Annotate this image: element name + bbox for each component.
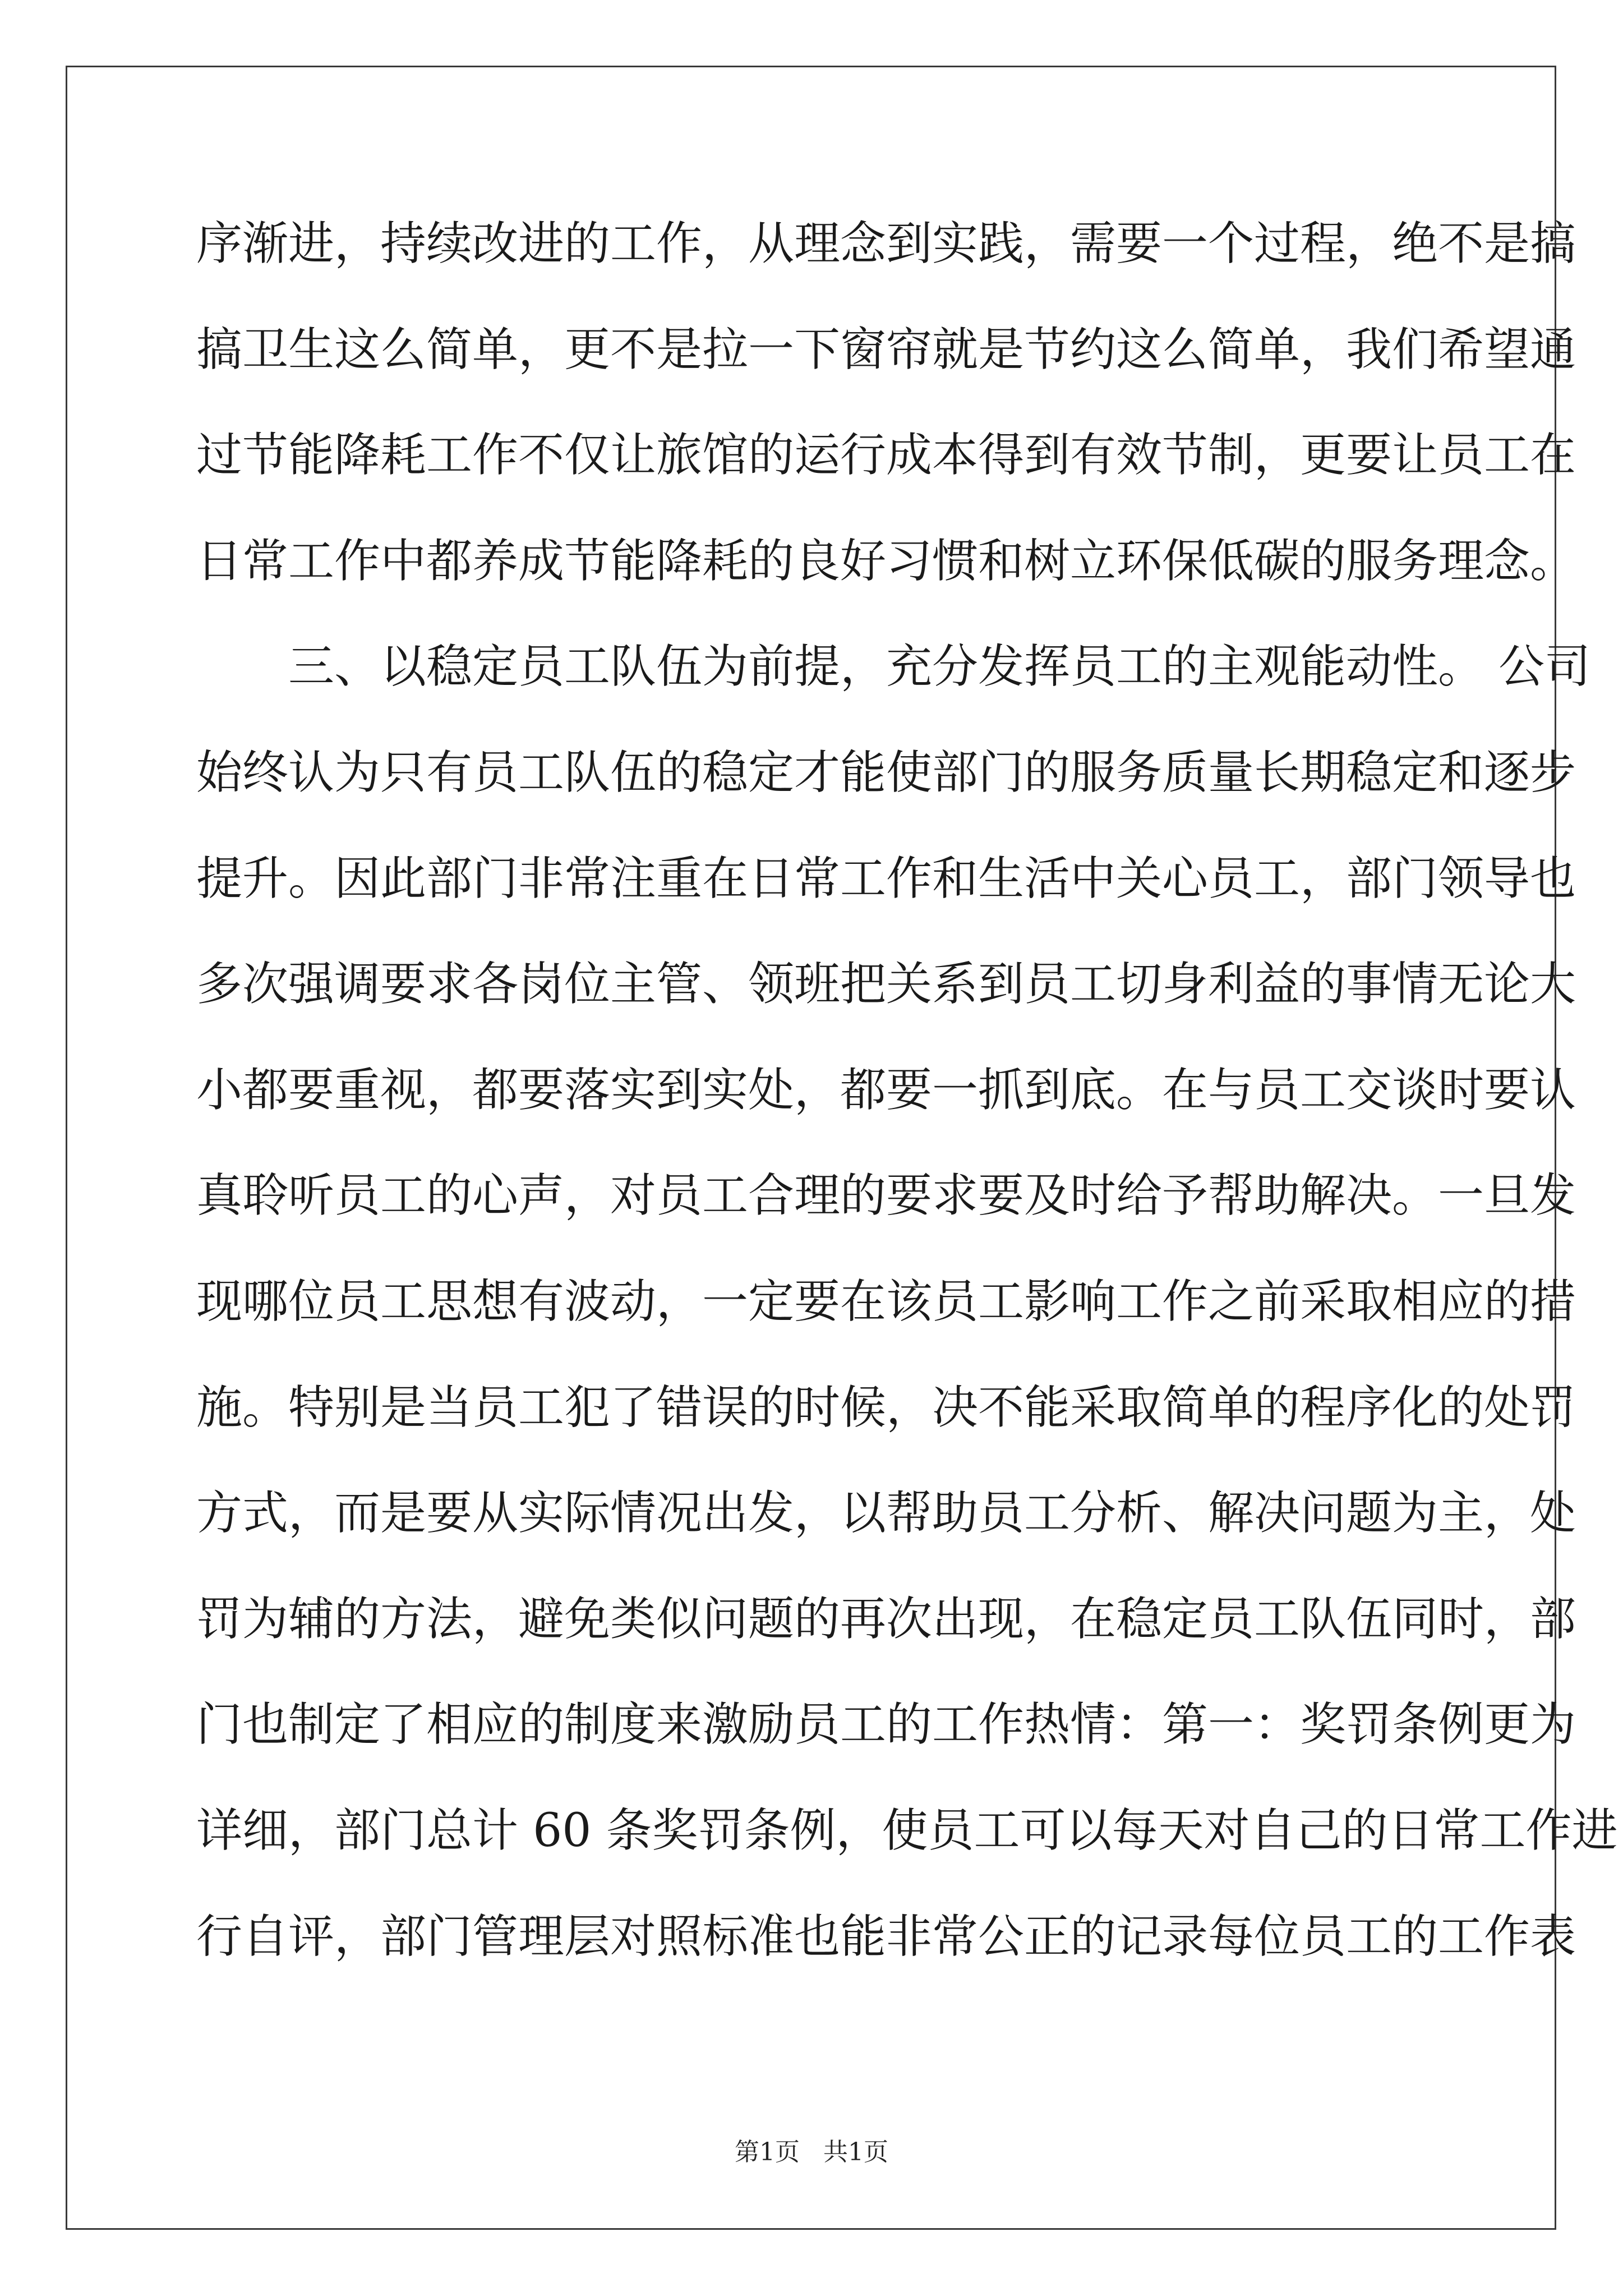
text-line-9: 小都要重视，都要落实到实处，都要一抓到底。在与员工交谈时要认 — [196, 1063, 1576, 1117]
text-line-8: 多次强调要求各岗位主管、领班把关系到员工切身利益的事情无论大 — [196, 958, 1576, 1011]
text-line-13: 方式，而是要从实际情况出发，以帮助员工分析、解决问题为主，处 — [196, 1487, 1576, 1540]
text-line-17: 行自评，部门管理层对照标准也能非常公正的记录每位员工的工作表 — [196, 1910, 1576, 1963]
text-line-14: 罚为辅的方法，避免类似问题的再次出现，在稳定员工队伍同时，部 — [196, 1592, 1576, 1646]
text-line-4: 日常工作中都养成节能降耗的良好习惯和树立环保低碳的服务理念。 — [196, 534, 1576, 588]
text-line-2: 搞卫生这么简单，更不是拉一下窗帘就是节约这么简单，我们希望通 — [196, 323, 1576, 376]
document-body — [196, 213, 1618, 2012]
text-line-11: 现哪位员工思想有波动，一定要在该员工影响工作之前采取相应的措 — [196, 1274, 1576, 1328]
text-line-10: 真聆听员工的心声，对员工合理的要求要及时给予帮助解决。一旦发 — [196, 1169, 1576, 1223]
text-line-16: 详细，部门总计 60 条奖罚条例，使员工可以每天对自己的日常工作进 — [196, 1803, 1618, 1857]
text-line-1: 序渐进，持续改进的工作，从理念到实践，需要一个过程，绝不是搞 — [196, 217, 1576, 270]
text-line-6: 始终认为只有员工队伍的稳定才能使部门的服务质量长期稳定和逐步 — [196, 746, 1576, 799]
page-footer: 第1页 共1页 — [735, 2138, 888, 2166]
text-line-3: 过节能降耗工作不仅让旅馆的运行成本得到有效节制，更要让员工在 — [196, 429, 1576, 482]
text-line-5: 三、以稳定员工队伍为前提，充分发挥员工的主观能动性。 公司 — [196, 640, 1591, 694]
text-line-7: 提升。因此部门非常注重在日常工作和生活中关心员工，部门领导也 — [196, 852, 1576, 905]
text-line-12: 施。特别是当员工犯了错误的时候，决不能采取简单的程序化的处罚 — [196, 1381, 1576, 1434]
text-line-15: 门也制定了相应的制度来激励员工的工作热情：第一：奖罚条例更为 — [196, 1698, 1576, 1752]
